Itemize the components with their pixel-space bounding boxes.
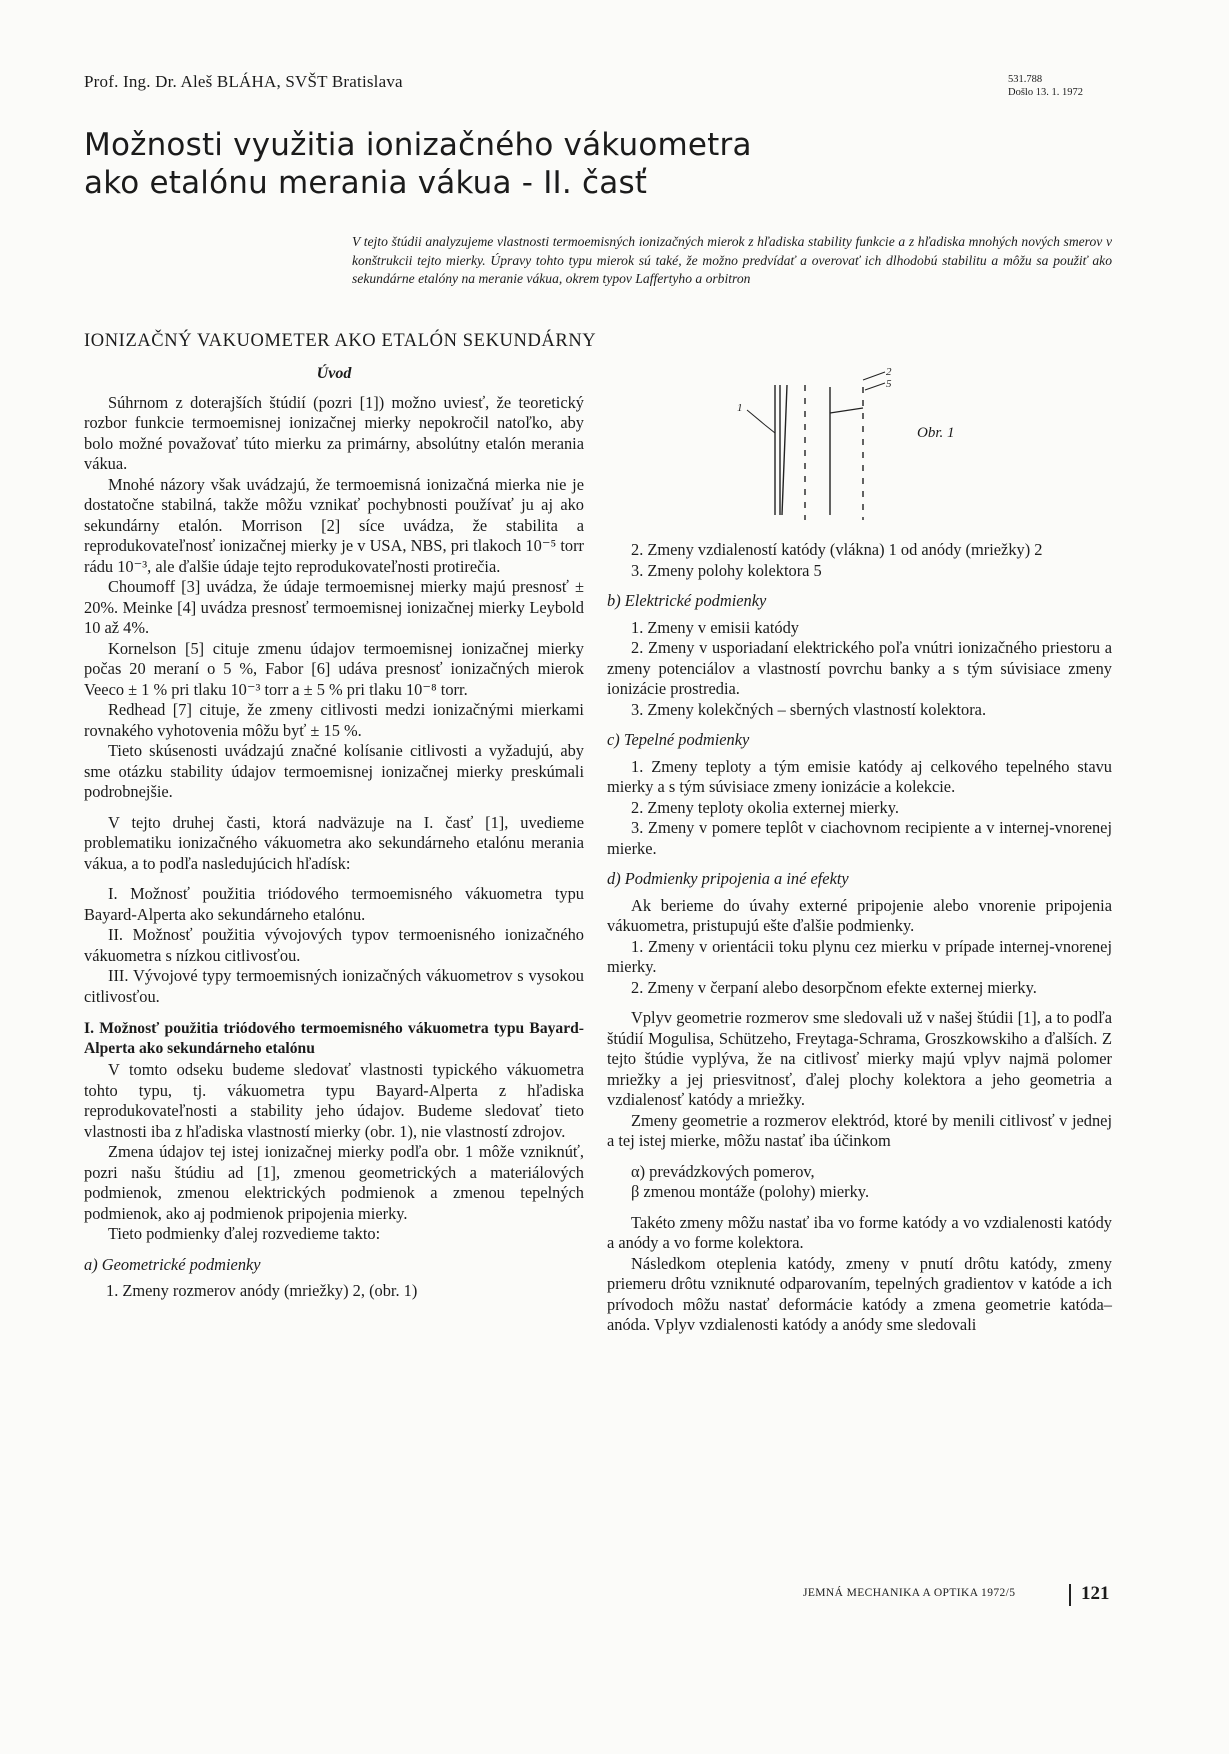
journal-footer: JEMNÁ MECHANIKA A OPTIKA 1972/5 [803, 1587, 1016, 1599]
list-item: β zmenou montáže (polohy) mierky. [631, 1182, 870, 1201]
paragraph: Ak berieme do úvahy externé pripojenie alebo vnorenie pripojenia vákuometra, pristupujú ešte ďalšie podmienky. [607, 895, 1112, 935]
list-item: 1. Zmeny rozmerov anódy (mriežky) 2, (obr. 1) [106, 1281, 418, 1300]
paragraph: Zmena údajov tej istej ionizačnej mierky podľa obr. 1 môže vzniknúť, pozri našu štúdiu ad [1], zmenou geometrických a materiálových podmienok, zmenou elektrických podmienok a zmenou tepelných podmienok, ako aj podmienok pripojenia mierky. [84, 1142, 584, 1223]
figure-gauge-electrodes [735, 365, 945, 525]
list-item: 3. Zmeny polohy kolektora 5 [631, 560, 822, 580]
paragraph: Mnohé názory však uvádzajú, že termoemisná ionizačná mierka nie je dostatočne stabilná, takže môžu vznikať pochybnosti používať ju aj ako sekundárny etalón. Morrison [2] síce uvádza, že stabilita a reprodukovateľnosť ionizačnej mierky je v USA, NBS, pri tlakoch 10⁻⁵ torr rádu 10⁻³, ale ďalšie údaje tejto reprodukovateľnosti protirečia. [84, 474, 584, 576]
paragraph: V tomto odseku budeme sledovať vlastnosti typického vákuometra tohto typu, tj. vákuometra typu Bayard-Alperta z hľadiska reprodukovateľnosti a stability jeho údajov. Budeme sledovať tieto vlastnosti iba z hľadiska vlastností mierky (obr. 1), nie vlastností zdrojov. [84, 1060, 584, 1141]
list-item: 2. Zmeny v usporiadaní elektrického poľa vnútri ionizačného priestoru a zmeny potenciálov a vlastností povrchu banky a s tým súvisiace zmeny ionizácie prostredia. [607, 638, 1112, 698]
paragraph: Súhrnom z doterajších štúdií (pozri [1]) možno uviesť, že teoretický rozbor funkcie termoemisnej ionizačnej mierky nepokročil natoľko, aby bolo možné považovať túto mierku za primárny, absolútny etalón merania vákua. [84, 392, 584, 473]
list-item: 1. Zmeny v emisii katódy [631, 617, 799, 637]
list-item: III. Vývojové typy termoemisných ionizačných vákuometrov s vysokou citlivosťou. [84, 966, 584, 1006]
condition-heading-c: c) Tepelné podmienky [607, 730, 750, 749]
intro-subheading: Úvod [316, 365, 352, 382]
article-title [84, 126, 752, 202]
paragraph: Redhead [7] cituje, že zmeny citlivosti medzi ionizačnými mierkami rovnakého vyhotovenia môžu byť ± 15 %. [84, 700, 584, 740]
condition-heading-b: b) Elektrické podmienky [607, 591, 767, 610]
subsection-heading: I. Možnosť použitia triódového termoemisného vákuometra typu Bayard-Alperta ako sekundárneho etalónu [84, 1020, 584, 1057]
received-date: Došlo 13. 1. 1972 [1008, 87, 1083, 98]
list-item: 2. Zmeny vzdialeností katódy (vlákna) 1 od anódy (mriežky) 2 [631, 540, 1043, 559]
paragraph: Choumoff [3] uvádza, že údaje termoemisnej mierky majú presnosť ± 20%. Meinke [4] uvádza presnosť termoemisnej ionizačnej mierky Leybold 10 až 4%. [84, 577, 584, 637]
list-item: I. Možnosť použitia triódového termoemisného vákuometra typu Bayard-Alperta ako sekundárneho etalónu. [84, 884, 584, 924]
abstract: V tejto štúdii analyzujeme vlastnosti termoemisných ionizačných mierok z hľadiska stability funkcie a z hľadiska mnohých nových smerov v konštrukcii tejto mierky. Úpravy tohto typu mierok sú také, že možno predvídať a overovať ich dlhodobú stabilitu a môžu sa použiť ako sekundárne etalóny na meranie vákua, okrem typov Laffertyho a orbitron [352, 234, 1112, 286]
label-leader-1 [747, 410, 765, 425]
paragraph: Tieto podmienky ďalej rozvedieme takto: [108, 1224, 381, 1243]
list-item: 3. Zmeny kolekčných – sberných vlastností kolektora. [631, 699, 987, 719]
author-line: Prof. Ing. Dr. Aleš BLÁHA, SVŠT Bratislava [84, 72, 403, 91]
right-column [607, 540, 1112, 1336]
paragraph: V tejto druhej časti, ktorá nadväzuje na I. časť [1], uvedieme problematiku ionizačného vákuometra ako sekundárneho etalónu merania vákua, a to podľa nasledujúcich hľadísk: [84, 812, 584, 873]
cathode-line [782, 385, 787, 515]
label-2: 2 [886, 366, 892, 378]
paragraph: Následkom oteplenia katódy, zmeny v pnutí drôtu katódy, zmeny priemeru drôtu vzniknuté odparovaním, tepelných gradientov v katóde a ich prívodoch môžu nastať deformácie katódy a zmena geometrie katóda–anóda. Vplyv vzdialenosti katódy a anódy sme sledovali [607, 1253, 1112, 1334]
title-line-1: Možnosti využitia ionizačného vákuometra [84, 127, 752, 163]
title-line-2: ako etalónu merania vákua - II. časť [84, 165, 648, 201]
list-item: 2. Zmeny teploty okolia externej mierky. [631, 797, 899, 817]
label-1: 1 [737, 402, 743, 414]
label-leader-1 [765, 425, 775, 433]
left-column [84, 364, 584, 1302]
list-item: 1. Zmeny v orientácii toku plynu cez mierku v prípade internej-vnorenej mierky. [607, 936, 1112, 976]
paragraph: Zmeny geometrie a rozmerov elektród, ktoré by menili citlivosť v jednej a tej istej mierke, môžu nastať iba účinkom [607, 1110, 1112, 1150]
footer-divider [1069, 1584, 1071, 1606]
paragraph: Vplyv geometrie rozmerov sme sledovali už v našej štúdii [1], a to podľa štúdií Mogulisa, Schützeho, Freytaga-Schrama, Groszkowskiho a ďalších. Z tejto štúdie vyplýva, že na citlivosť mierky majú vplyv najmä polomer mriežky a jej priesvitnosť, ďalej plochy kolektora a jeho geometria a vzdialenosť katódy a mriežky. [607, 1008, 1112, 1109]
label-leader-5 [865, 383, 885, 390]
paragraph: Takéto zmeny môžu nastať iba vo forme katódy a vo vzdialenosti katódy a anódy a vo forme kolektora. [607, 1212, 1112, 1252]
page-number: 121 [1081, 1583, 1110, 1604]
udc-code: 531.788 [1008, 74, 1043, 85]
paragraph: Tieto skúsenosti uvádzajú značné kolísanie citlivosti a vyžadujú, aby sme otázku stability údajov termoemisnej ionizačnej mierky preskúmali podrobnejšie. [84, 741, 584, 801]
condition-heading-d: d) Podmienky pripojenia a iné efekty [607, 869, 849, 888]
udc-block [1008, 73, 1083, 99]
label-leader-2 [863, 372, 885, 380]
list-item: 1. Zmeny teploty a tým emisie katódy aj celkového tepelného stavu mierky a s tým súvisiace zmeny ionizácie a kolekcie. [607, 756, 1112, 796]
collector-arm [830, 408, 863, 413]
paragraph: Kornelson [5] cituje zmenu údajov termoemisnej ionizačnej mierky počas 20 meraní o 5 %, Fabor [6] udáva presnosť ionizačných mierok Veeco ± 1 % pri tlaku 10⁻³ torr a ± 5 % pri tlaku 10⁻⁸ torr. [84, 638, 584, 699]
label-5: 5 [886, 378, 892, 390]
list-item: 2. Zmeny v čerpaní alebo desorpčnom efekte externej mierky. [631, 977, 1037, 997]
list-item: 3. Zmeny v pomere teplôt v ciachovnom recipiente a v internej-vnorenej mierke. [607, 818, 1112, 858]
list-item: II. Možnosť použitia vývojových typov termoenisného ionizačného vákuometra s nízkou citlivosťou. [84, 925, 584, 965]
section-heading: IONIZAČNÝ VAKUOMETER AKO ETALÓN SEKUNDÁRNY [84, 331, 597, 351]
condition-heading-a: a) Geometrické podmienky [84, 1254, 261, 1274]
list-item: α) prevádzkových pomerov, [631, 1161, 815, 1181]
figure-caption: Obr. 1 [917, 425, 955, 441]
